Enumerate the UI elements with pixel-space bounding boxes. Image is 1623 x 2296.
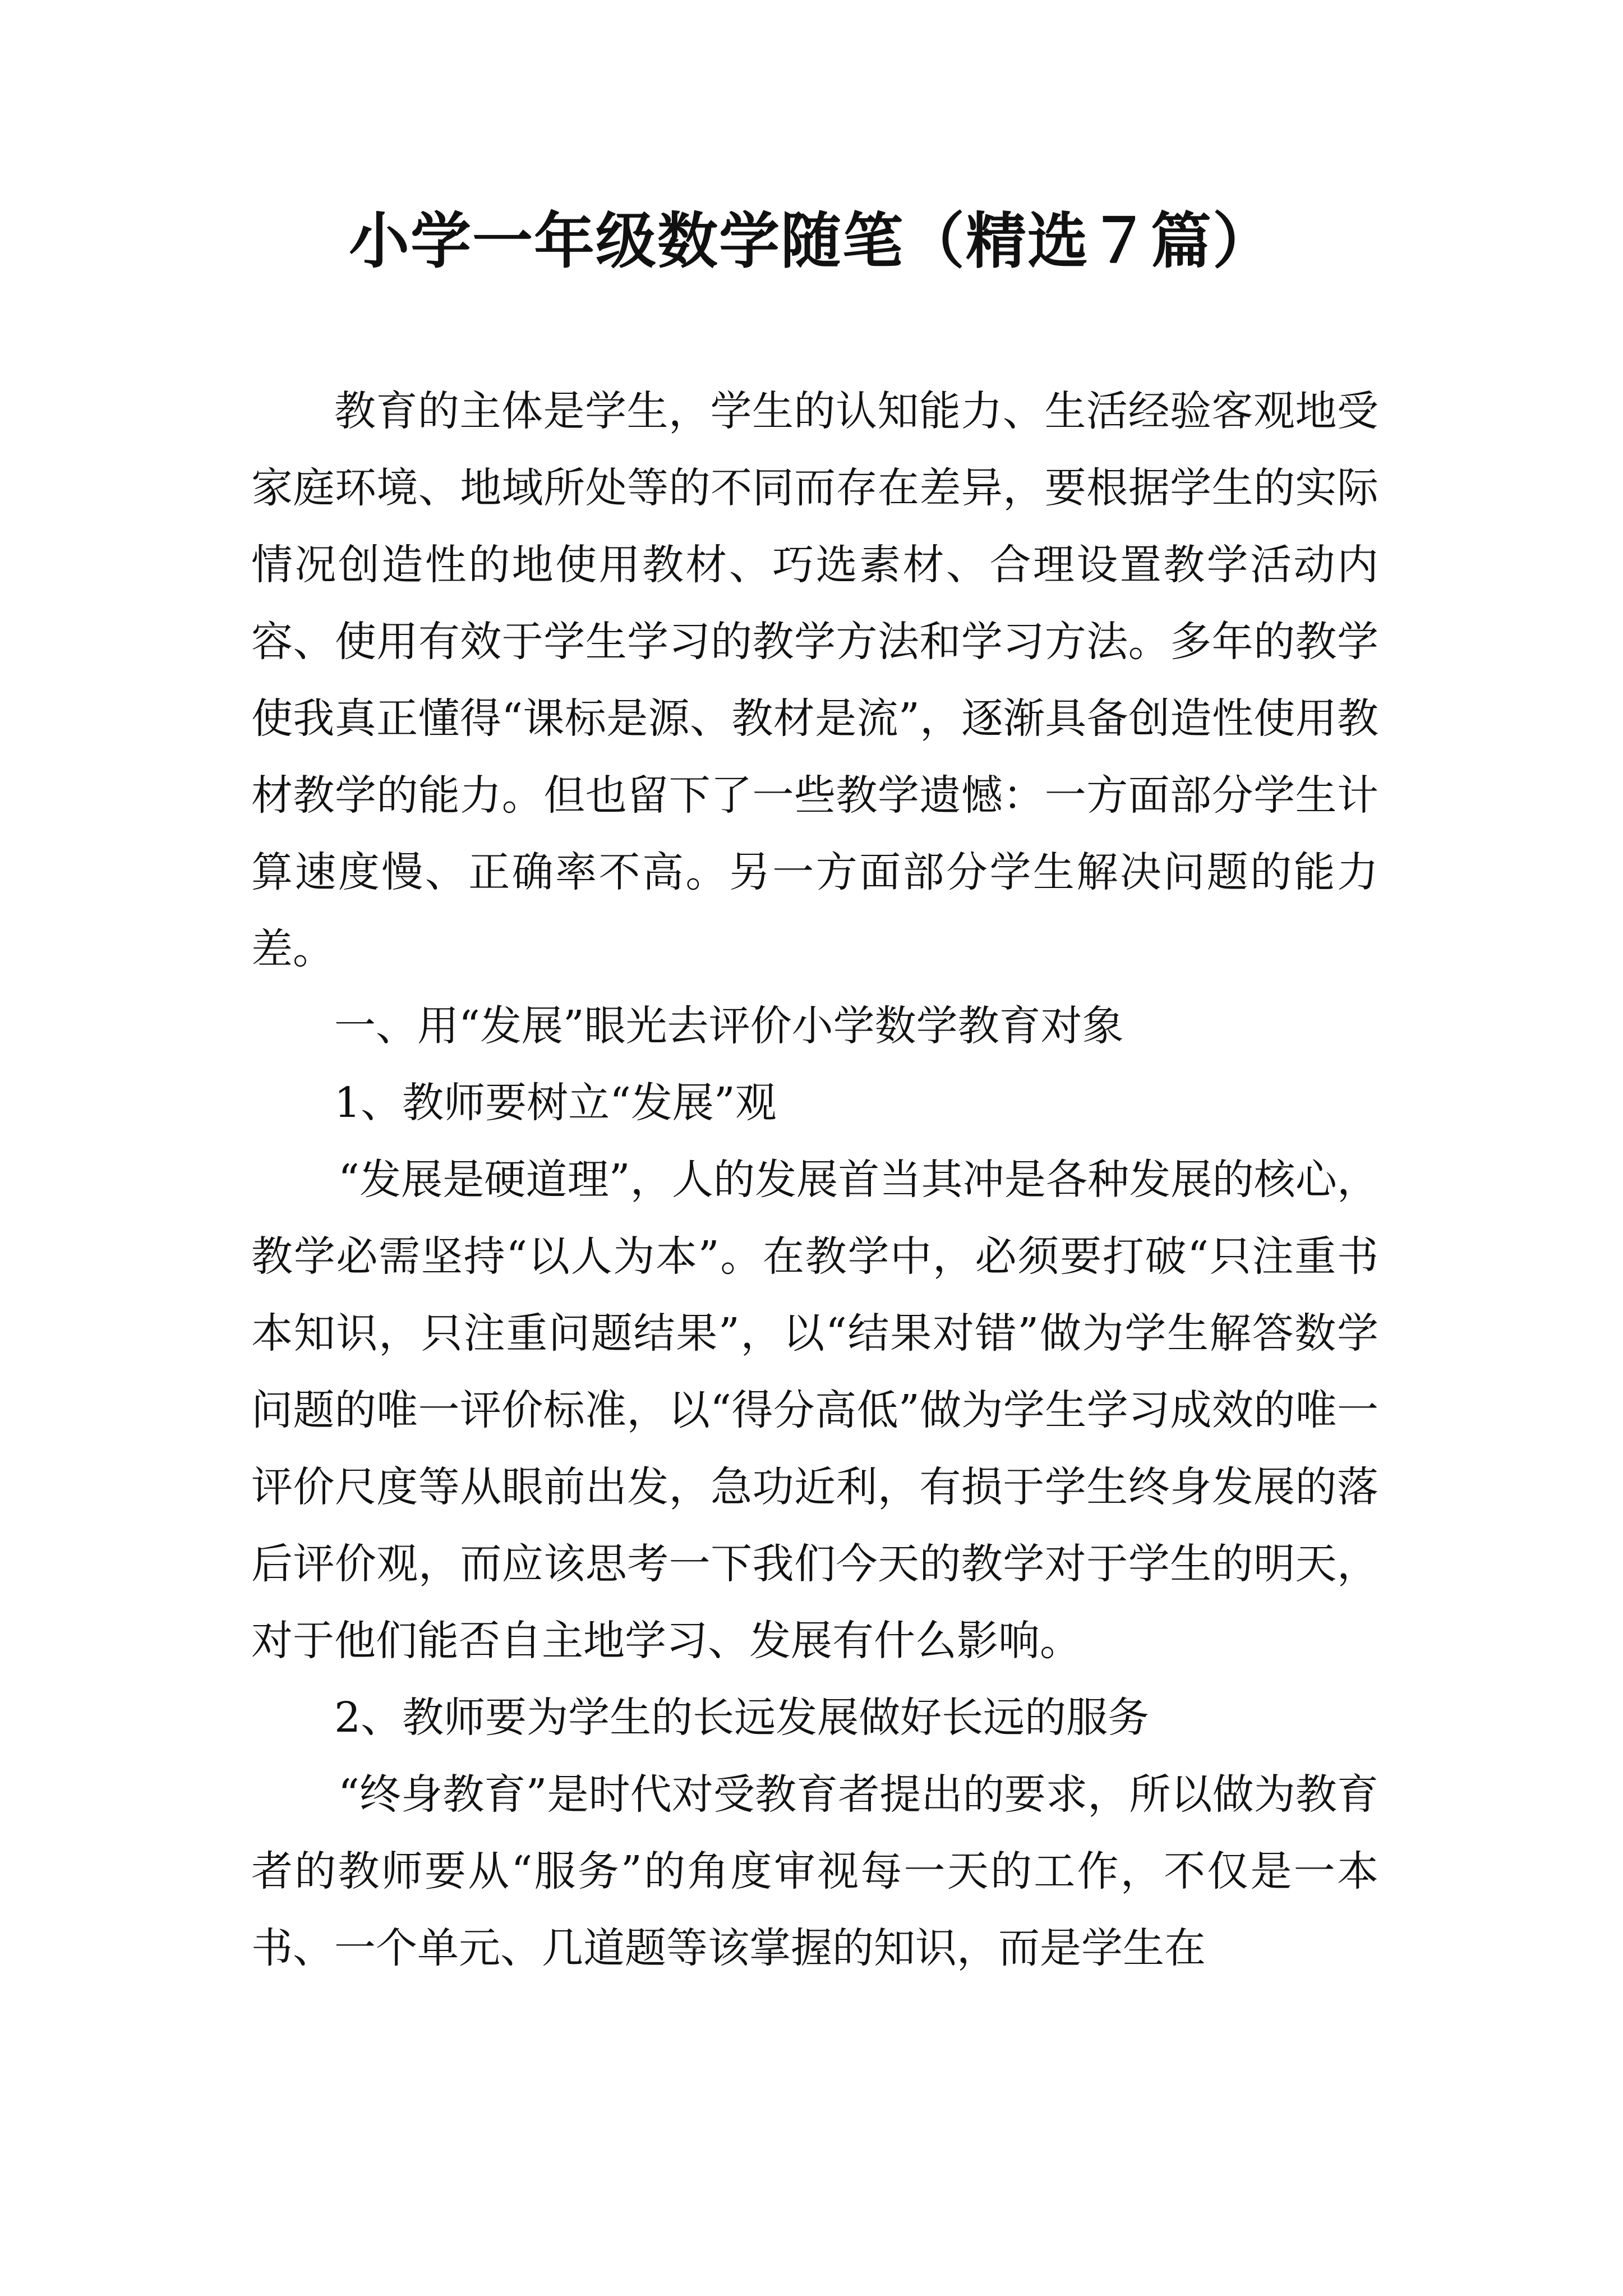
paragraph-intro: 教育的主体是学生，学生的认知能力、生活经验客观地受家庭环境、地域所处等的不同而存在差异，要根据学生的实际情况创造性的地使用教材、巧选素材、合理设置教学活动内容、使用有效于学生学习的教学方法和学习方法。多年的教学使我真正懂得“课标是源、教材是流”，逐渐具备创造性使用教材教学的能力。但也留下了一些教学遗憾：一方面部分学生计算速度慢、正确率不高。另一方面部分学生解决问题的能力差。 [251,387,1378,973]
subheading-1: 1、教师要树立“发展”观 [334,1079,777,1127]
paragraph-development: “发展是硬道理”，人的发展首当其冲是各种发展的核心，教学必需坚持“以人为本”。在教学中，必须要打破“只注重书本知识，只注重问题结果”，以“结果对错”做为学生解答数学问题的唯一评价标准，以“得分高低”做为学生学习成效的唯一评价尺度等从眼前出发，急功近利，有损于学生终身发展的落后评价观，而应该思考一下我们今天的教学对于学生的明天，对于他们能否自主地学习、发展有什么影响。 [251,1156,1378,1665]
section-heading-1: 一、用“发展”眼光去评价小学数学教育对象 [334,1002,1124,1050]
document-title: 小学一年级数学随笔（精选７篇） [348,206,1274,277]
subheading-2: 2、教师要为学生的长远发展做好长远的服务 [334,1694,1150,1742]
document-body [251,373,1378,1987]
paragraph-lifelong-education: “终身教育”是时代对受教育者提出的要求，所以做为教育者的教师要从“服务”的角度审视每一天的工作，不仅是一本书、一个单元、几道题等该掌握的知识，而是学生在 [251,1770,1378,1972]
